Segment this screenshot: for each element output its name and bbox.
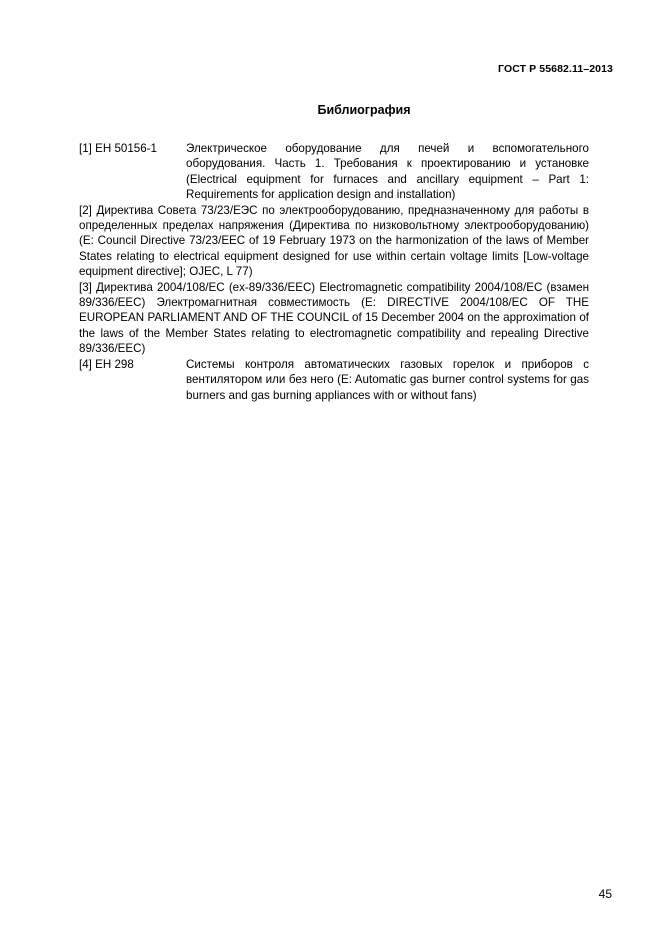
page-number: 45 — [598, 887, 612, 901]
bibliography-list — [79, 141, 589, 403]
bibliography-entry-1 — [79, 141, 589, 203]
bibliography-entry-3: [3] Директива 2004/108/ЕС (ex-89/336/EEC) Electromagnetic compatibility 2004/108/ЕС (взамен 89/336/ЕЕС) Электромагнитная совместимость (E: DIRECTIVE 2004/108/EC OF THE EUROPEAN PARLIAMENT AND OF THE COUNCIL of 15 December 2004 on the approximation of the laws of the Member States relating to electromagnetic compatibility and repealing Directive 89/336/EEC) — [79, 280, 589, 356]
bibliography-text: Электрическое оборудование для печей и вспомогательного оборудования. Часть 1. Требования к проектированию и установке (Electrical equipment for furnaces and ancillary equipment – Part 1: Requirements for application design and installation) — [186, 142, 589, 202]
bibliography-text: Системы контроля автоматических газовых горелок и приборов с вентилятором или без него (E: Automatic gas burner control systems for gas burners and gas burning appliances with or without fans) — [186, 357, 589, 402]
bibliography-ref: [1] ЕН 50156-1 — [79, 142, 157, 155]
bibliography-ref: [4] ЕН 298 — [79, 357, 134, 371]
bibliography-entry-2: [2] Директива Совета 73/23/ЕЭС по электрооборудованию, предназначенному для работы в определенных пределах напряжения (Директива по низковольтному электрооборудованию) (E: Council Directive 73/23/EEC of 19 February 1973 on the harmonization of the laws of Member States relating to electrical equipment designed for use within certain voltage limits [Low-voltage equipment directive]; OJEC, L 77) — [79, 203, 589, 279]
bibliography-entry-4 — [79, 357, 589, 403]
section-title: Библиография — [317, 103, 411, 117]
standard-code-header: ГОСТ Р 55682.11–2013 — [498, 63, 613, 75]
